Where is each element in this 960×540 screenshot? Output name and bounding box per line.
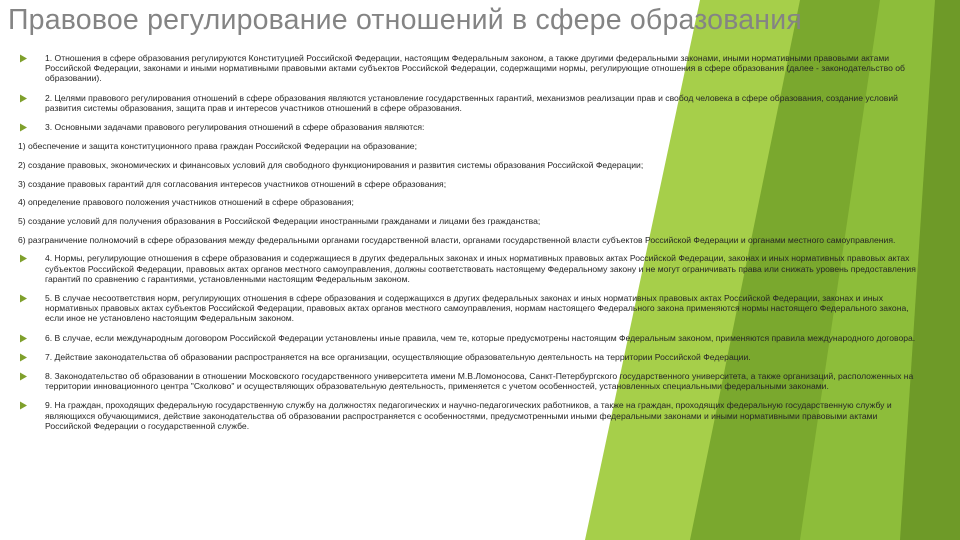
triangle-bullet-icon: [19, 254, 28, 263]
bullet-paragraph: [18, 122, 918, 132]
bullet-paragraph: [18, 352, 918, 362]
paragraph-text: 8. Законодательство об образовании в отношении Московского государственного университета имени М.В.Ломоносова, Санкт-Петербургского государственного университета, а также организаций, расположенных на территории инновационного центра "Сколково" и осуществляющих образовательную деятельность, применяется с учетом особенностей, установленных специальными федеральными законами.: [45, 371, 914, 392]
bullet-paragraph: [18, 93, 918, 113]
triangle-bullet-icon: [19, 54, 28, 63]
paragraph-text: 5. В случае несоответствия норм, регулирующих отношения в сфере образования и содержащихся в других федеральных законах и иных нормативных правовых актах Российской Федерации, законах и иных нормативных правовых актах субъектов Российской Федерации, правовых актах органов местного самоуправления, нормам настоящего Федерального закона применяются нормы настоящего Федерального закона, если иное не установлено настоящим Федеральным законом.: [45, 293, 909, 324]
paragraph-text: 2) создание правовых, экономических и финансовых условий для свободного функционирования и развития системы образования Российской Федерации;: [18, 159, 644, 170]
sub-item: [18, 160, 918, 170]
bullet-paragraph: [18, 333, 918, 343]
sub-item: [18, 179, 918, 189]
sub-item: [18, 197, 918, 207]
paragraph-text: 1. Отношения в сфере образования регулируются Конституцией Российской Федерации, настоящим Федеральным законом, а также другими федеральными законами, иными нормативными правовыми актами Российской Федерации, законами и иными нормативными правовыми актами субъектов Российской Федерации, содержащими нормы, регулирующие отношения в сфере образования (далее - законодательство об образовании).: [45, 53, 905, 84]
paragraph-text: 6) разграничение полномочий в сфере образования между федеральными органами государственной власти, органами государственной власти субъектов Российской Федерации и органами местного самоуправления.: [18, 234, 896, 245]
bullet-paragraph: [18, 293, 918, 324]
bullet-paragraph: [18, 253, 918, 284]
document-body: [18, 53, 918, 440]
paragraph-text: 9. На граждан, проходящих федеральную государственную службу на должностях педагогических и научно-педагогических работников, а также на граждан, проходящих федеральную государственную службу и являющихся обучающимися, действие законодательства об образовании распространяется с особенностями, предусмотренными иными федеральными законами и иными нормативными правовыми актами Российской Федерации о государственной службе.: [45, 400, 892, 431]
sub-item: [18, 235, 918, 245]
triangle-bullet-icon: [19, 401, 28, 410]
bullet-paragraph: [18, 400, 918, 431]
triangle-bullet-icon: [19, 94, 28, 103]
triangle-bullet-icon: [19, 372, 28, 381]
paragraph-text: 2. Целями правового регулирования отношений в сфере образования являются установление государственных гарантий, механизмов реализации прав и свобод человека в сфере образования, создание условий развития системы образования, защита прав и интересов участников отношений в сфере образования.: [45, 92, 898, 113]
sub-item: [18, 141, 918, 151]
paragraph-text: 6. В случае, если международным договором Российской Федерации установлены иные правила, чем те, которые предусмотрены настоящим Федеральным законом, применяются правила международного договора.: [45, 332, 916, 343]
triangle-bullet-icon: [19, 334, 28, 343]
paragraph-text: 7. Действие законодательства об образовании распространяется на все организации, осуществляющие образовательную деятельность на территории Российской Федерации.: [45, 351, 751, 362]
paragraph-text: 5) создание условий для получения образования в Российской Федерации иностранными гражданами и лицами без гражданства;: [18, 216, 541, 227]
triangle-bullet-icon: [19, 353, 28, 362]
bullet-paragraph: [18, 53, 918, 84]
triangle-bullet-icon: [19, 123, 28, 132]
paragraph-text: 4) определение правового положения участников отношений в сфере образования;: [18, 197, 354, 208]
sub-item: [18, 216, 918, 226]
paragraph-text: 3) создание правовых гарантий для согласования интересов участников отношений в сфере образования;: [18, 178, 447, 189]
paragraph-text: 3. Основными задачами правового регулирования отношений в сфере образования являются:: [45, 122, 425, 133]
triangle-bullet-icon: [19, 294, 28, 303]
paragraph-text: 4. Нормы, регулирующие отношения в сфере образования и содержащиеся в других федеральных законах и иных нормативных правовых актах Российской Федерации, законах и иных нормативных правовых актах субъектов Российской Федерации, правовых актах органов местного самоуправления, должны соответствовать настоящему Федеральному закону и не могут ограничивать права или снижать уровень предоставления гарантий по сравнению с гарантиями, установленными настоящим Федеральным законом.: [45, 253, 916, 284]
paragraph-text: 1) обеспечение и защита конституционного права граждан Российской Федерации на образование;: [18, 141, 417, 152]
slide-title: Правовое регулирование отношений в сфере образования: [8, 4, 802, 36]
bullet-paragraph: [18, 371, 918, 391]
